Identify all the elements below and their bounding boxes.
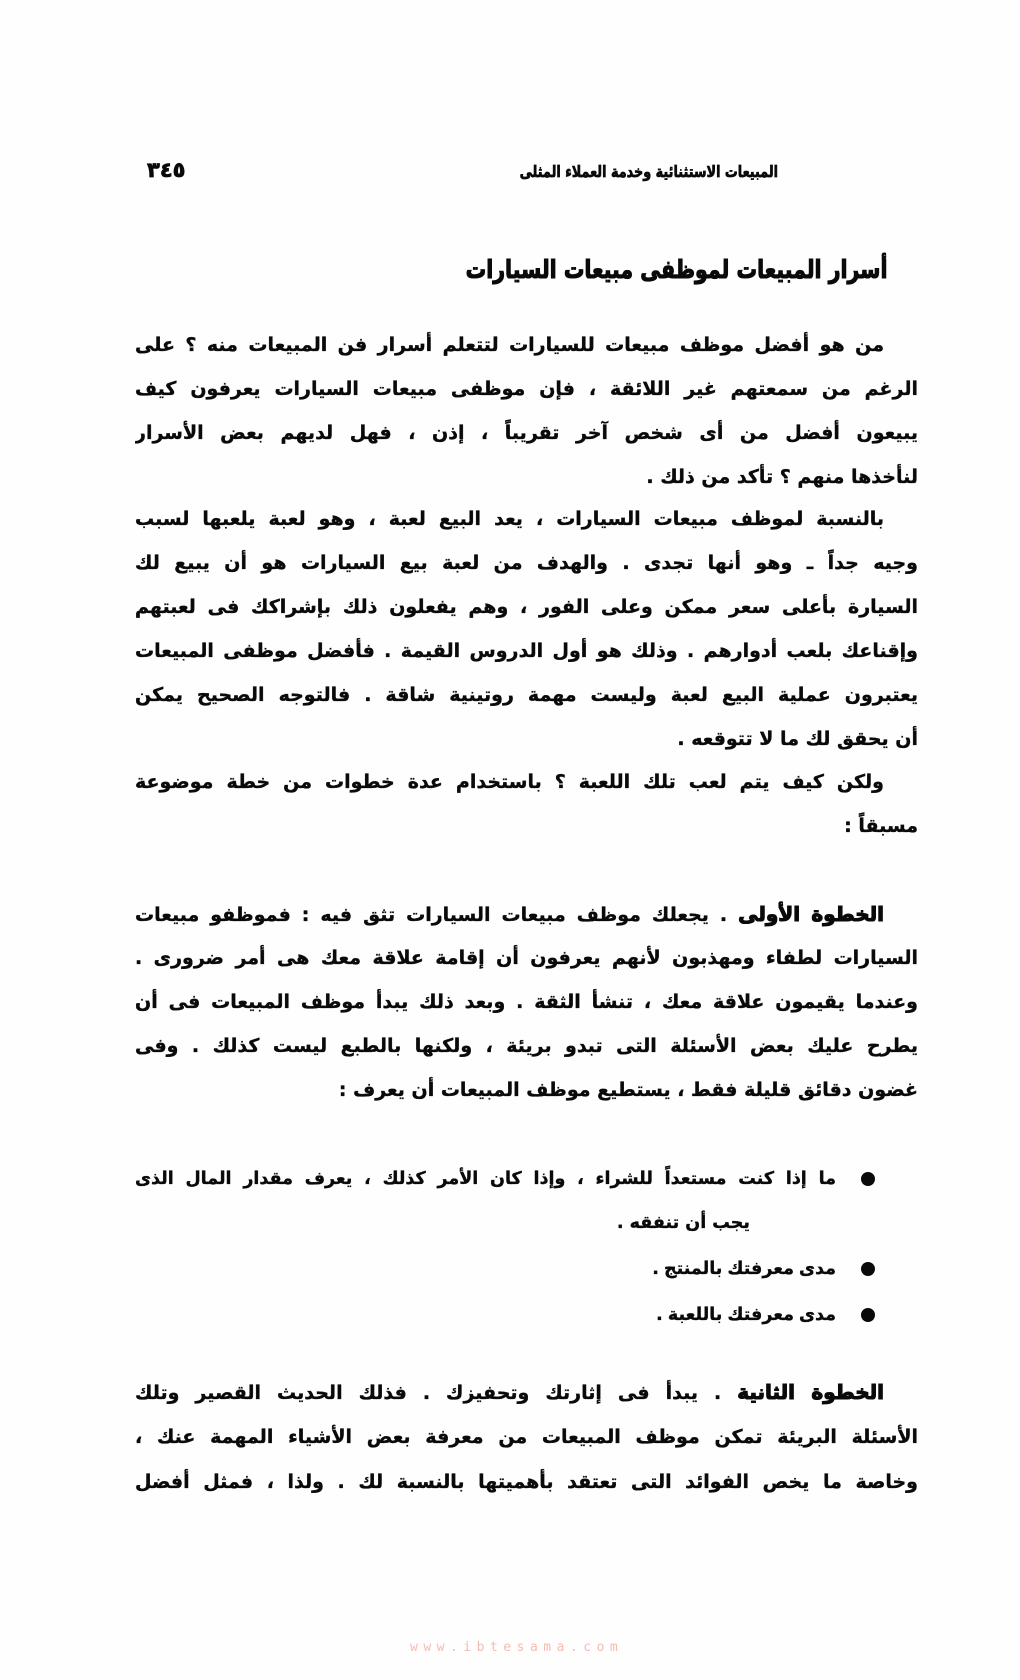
text-line [135, 1370, 918, 1415]
step-one-heading: الخطوة الأولى [738, 902, 884, 926]
text-line: وعندما يقيمون علاقة معك ، تنشأ الثقة . وبعد ذلك يبدأ موظف المبيعات فى أن [135, 991, 918, 1013]
bullet-dot-icon [861, 1172, 875, 1186]
text-line: يعتبرون عملية البيع لعبة وليست مهمة روتينية شاقة . فالتوجه الصحيح يمكن [135, 684, 918, 706]
text-line: يجب أن تنفقه . [616, 1213, 750, 1233]
bullet-dot-icon [861, 1262, 875, 1276]
paragraph-intro [135, 323, 918, 499]
text-column [135, 0, 918, 1680]
text-line: يطرح عليك بعض الأسئلة التى تبدو بريئة ، ولكنها بالطبع ليست كذلك . وفى [135, 1035, 918, 1057]
text-run: . يجعلك موظف مبيعات السيارات تثق فيه : فموظفو مبيعات [135, 904, 739, 926]
bullet-list [135, 1157, 918, 1337]
text-line: الأسئلة البريئة تمكن موظف المبيعات من معرفة بعض الأشياء المهمة عنك ، [135, 1426, 918, 1448]
running-header: المبيعات الاستثنائية وخدمة العملاء المثلى [519, 162, 778, 181]
text-line: ما إذا كنت مستعداً للشراء ، وإذا كان الأمر كذلك ، يعرف مقدار المال الذى [135, 1169, 836, 1189]
text-line: مسبقاً : [844, 815, 918, 837]
text-line: من هو أفضل موظف مبيعات للسيارات لتتعلم أسرار فن المبيعات منه ؟ على [135, 334, 884, 356]
list-item [135, 1247, 918, 1291]
text-line: مدى معرفتك باللعبة . [656, 1305, 836, 1325]
section-step-two [135, 1370, 918, 1505]
text-line: غضون دقائق قليلة فقط ، يستطيع موظف المبيعات أن يعرف : [338, 1079, 918, 1101]
step-two-heading: الخطوة الثانية [737, 1380, 884, 1404]
text-line: لنأخذها منهم ؟ تأكد من ذلك . [646, 466, 918, 488]
text-line: السيارة بأعلى سعر ممكن وعلى الفور ، وهم يفعلون ذلك بإشراكك فى لعبتهم [135, 596, 918, 618]
text-line: أن يحقق لك ما لا تتوقعه . [677, 728, 918, 750]
text-line: ولكن كيف يتم لعب تلك اللعبة ؟ باستخدام عدة خطوات من خطة موضوعة [135, 771, 884, 793]
watermark: www.ibtesama.com [410, 1640, 624, 1655]
text-line: وجيه جداً ـ وهو أنها تجدى . والهدف من لعبة بيع السيارات هو أن يبيع لك [135, 552, 918, 574]
list-item [135, 1157, 918, 1245]
text-line: وخاصة ما يخص الفوائد التى تعتقد بأهميتها بالنسبة لك . ولذا ، فمثل أفضل [135, 1471, 918, 1493]
paragraph-question [135, 760, 918, 848]
text-line: الرغم من سمعتهم غير اللائقة ، فإن موظفى مبيعات السيارات يعرفون كيف [135, 378, 918, 400]
text-line: بالنسبة لموظف مبيعات السيارات ، يعد البيع لعبة ، وهو لعبة يلعبها لسبب [135, 508, 884, 530]
section-step-one [135, 892, 918, 1112]
list-item [135, 1293, 918, 1337]
text-run: . يبدأ فى إثارتك وتحفيزك . فذلك الحديث القصير وتلك [135, 1382, 738, 1404]
article-title: أسرار المبيعات لموظفى مبيعات السيارات [465, 255, 887, 284]
bullet-dot-icon [861, 1308, 875, 1322]
text-line: السيارات لطفاء ومهذبون لأنهم يعرفون أن إقامة علاقة معك هى أمر ضرورى . [135, 947, 918, 969]
text-line [135, 892, 918, 936]
paragraph-game [135, 497, 918, 761]
text-line: مدى معرفتك بالمنتج . [652, 1259, 836, 1279]
page-number: ٣٤٥ [147, 158, 186, 182]
text-line: يبيعون أفضل من أى شخص آخر تقريباً ، إذن ، فهل لديهم بعض الأسرار [135, 422, 918, 444]
text-line: وإقناعك بلعب أدوارهم . وذلك هو أول الدروس القيمة . فأفضل موظفى المبيعات [135, 640, 918, 662]
